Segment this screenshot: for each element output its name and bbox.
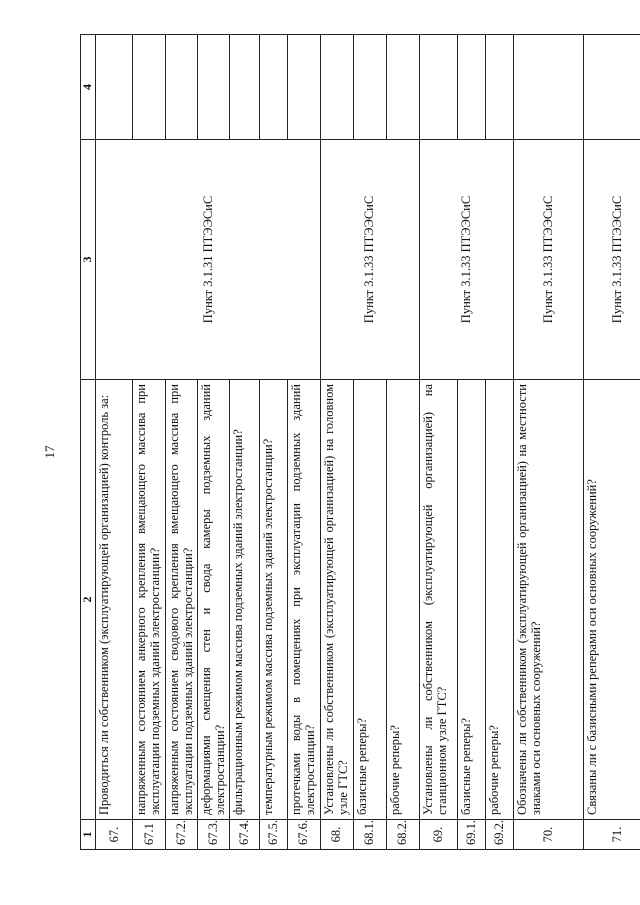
table-row bbox=[583, 35, 640, 850]
row-question: рабочие реперы? bbox=[485, 380, 513, 820]
row-number: 68.1. bbox=[353, 820, 386, 850]
row-question: напряженным состоянием анкерного крепления вмещающего массива при эксплуатации подземных зданий электростанции? bbox=[133, 380, 166, 820]
header-col-1: 1 bbox=[81, 820, 96, 850]
rotated-table-container bbox=[80, 35, 624, 850]
row-number: 69.1. bbox=[457, 820, 485, 850]
reference-68: Пункт 3.1.33 ПТЭЭСиС bbox=[320, 140, 419, 380]
row-number: 67.2. bbox=[166, 820, 198, 850]
row-question: базисные реперы? bbox=[457, 380, 485, 820]
reference-67: Пункт 3.1.31 ПТЭЭСиС bbox=[96, 140, 321, 380]
header-col-4: 4 bbox=[81, 35, 96, 140]
row-question: фильтрационным режимом массива подземных зданий электростанции? bbox=[229, 380, 259, 820]
row-notes bbox=[96, 35, 133, 140]
row-number: 68.2. bbox=[386, 820, 419, 850]
row-question: напряженным состоянием сводового крепления вмещающего массива при эксплуатации подземных зданий электростанции? bbox=[166, 380, 198, 820]
header-col-3: 3 bbox=[81, 140, 96, 380]
row-question: базисные реперы? bbox=[353, 380, 386, 820]
row-notes bbox=[259, 35, 287, 140]
row-question: Установлены ли собственником (эксплуатирующей организацией) на станционном узле ГТС? bbox=[419, 380, 457, 820]
header-row bbox=[81, 35, 96, 850]
row-question: Проводиться ли собственником (эксплуатирующей организацией) контроль за: bbox=[96, 380, 133, 820]
reference-70: Пункт 3.1.33 ПТЭЭСиС bbox=[513, 140, 583, 380]
table-wrapper bbox=[80, 35, 624, 850]
row-number: 67. bbox=[96, 820, 133, 850]
page-number: 17 bbox=[42, 445, 57, 459]
row-number: 69.2. bbox=[485, 820, 513, 850]
row-notes bbox=[229, 35, 259, 140]
row-question: деформациями смещения стен и свода камеры подземных зданий электростанции? bbox=[197, 380, 229, 820]
row-notes bbox=[166, 35, 198, 140]
header-col-2: 2 bbox=[81, 380, 96, 820]
row-number: 67.3. bbox=[197, 820, 229, 850]
row-question: Обозначены ли собственником (эксплуатирующей организацией) на местности знаками оси основных сооружений? bbox=[513, 380, 583, 820]
row-number: 67.5. bbox=[259, 820, 287, 850]
row-question: температурным режимом массива подземных зданий электростанции? bbox=[259, 380, 287, 820]
table-row bbox=[96, 35, 133, 850]
row-notes bbox=[197, 35, 229, 140]
row-notes bbox=[133, 35, 166, 140]
row-question: Установлены ли собственником (эксплуатирующей организацией) на головном узле ГТС? bbox=[320, 380, 353, 820]
row-question: рабочие реперы? bbox=[386, 380, 419, 820]
table-row bbox=[320, 35, 353, 850]
row-question: протечками воды в помещениях при эксплуатации подземных зданий электростанции? bbox=[287, 380, 320, 820]
table-row bbox=[513, 35, 583, 850]
reference-69: Пункт 3.1.33 ПТЭЭСиС bbox=[419, 140, 513, 380]
row-number: 71. bbox=[583, 820, 640, 850]
row-number: 67.1 bbox=[133, 820, 166, 850]
row-number: 67.4. bbox=[229, 820, 259, 850]
row-question: Связаны ли с базисными реперами оси основных сооружений? bbox=[583, 380, 640, 820]
row-notes bbox=[513, 35, 583, 140]
row-notes bbox=[583, 35, 640, 140]
checklist-table bbox=[80, 34, 640, 850]
row-number: 68. bbox=[320, 820, 353, 850]
row-notes bbox=[386, 35, 419, 140]
row-notes bbox=[485, 35, 513, 140]
row-number: 67.6. bbox=[287, 820, 320, 850]
table-row bbox=[419, 35, 457, 850]
row-notes bbox=[419, 35, 457, 140]
row-number: 70. bbox=[513, 820, 583, 850]
row-notes bbox=[320, 35, 353, 140]
row-number: 69. bbox=[419, 820, 457, 850]
row-notes bbox=[287, 35, 320, 140]
reference-71: Пункт 3.1.33 ПТЭЭСиС bbox=[583, 140, 640, 380]
row-notes bbox=[353, 35, 386, 140]
row-notes bbox=[457, 35, 485, 140]
